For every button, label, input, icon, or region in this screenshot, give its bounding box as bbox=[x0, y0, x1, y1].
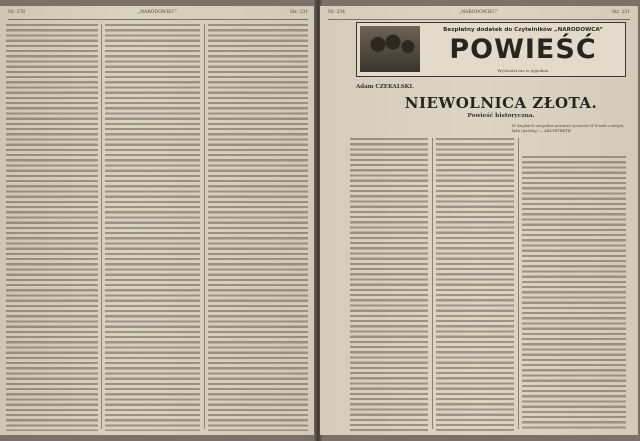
masthead-illustration bbox=[360, 26, 420, 72]
left-newspaper-page bbox=[0, 6, 316, 435]
left-page-number: Nr. 278 bbox=[8, 10, 26, 15]
right-column-1 bbox=[350, 138, 428, 431]
masthead-subtitle: Bezpłatny dodatek do Czytelników „NARODOWCA” bbox=[443, 27, 603, 33]
right-page-number: Nr. 234 bbox=[328, 10, 346, 15]
right-page-number-right: Str. 231 bbox=[612, 10, 630, 15]
left-column-2 bbox=[105, 24, 200, 431]
left-page-header-title: „NARODOWIEC” bbox=[137, 10, 178, 15]
right-column-2 bbox=[436, 138, 514, 431]
right-page-header bbox=[328, 10, 630, 20]
right-page-header-title: „NARODOWIEC” bbox=[458, 10, 499, 15]
masthead-note: Wychodzi raz w tygodniu bbox=[497, 68, 549, 73]
right-column-3 bbox=[522, 156, 626, 431]
masthead-title: POWIEŚĆ bbox=[449, 34, 597, 65]
powiesc-masthead bbox=[356, 22, 626, 77]
novel-subtitle: Powieść historyczna. bbox=[467, 113, 535, 119]
author-name: Adam CZEKALSKI. bbox=[356, 84, 414, 90]
left-column-3 bbox=[208, 24, 308, 431]
left-column-1 bbox=[6, 24, 98, 431]
left-page-header bbox=[8, 10, 308, 20]
left-page-number-right: Str. 231 bbox=[290, 10, 308, 15]
novel-title: NIEWOLNICA ZŁOTA. bbox=[404, 94, 598, 112]
epigraph-note: W Angliach wszystkie powieści przeszłe W krzaki cudzym, łąka (pańsky) — ARCHITEKTE bbox=[512, 123, 625, 133]
